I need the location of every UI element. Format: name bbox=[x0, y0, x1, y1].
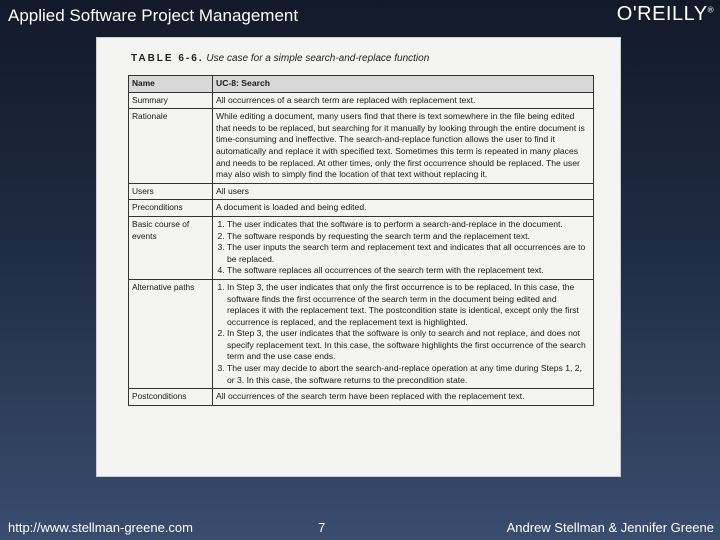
row-value: UC-8: Search bbox=[213, 76, 594, 93]
table-row-alternative-paths bbox=[129, 279, 594, 388]
footer-authors: Andrew Stellman & Jennifer Greene bbox=[506, 520, 714, 535]
row-label: Alternative paths bbox=[129, 279, 213, 388]
row-label: Rationale bbox=[129, 109, 213, 184]
row-value: All users bbox=[213, 183, 594, 200]
footer-url: http://www.stellman-greene.com bbox=[8, 520, 193, 535]
row-label: Preconditions bbox=[129, 200, 213, 217]
list-item: 1. In Step 3, the user indicates that only the first occurrence is to be replaced. In this case, the software finds the first occurrence of the search term in the document being edited and replaces it with the replacement text. The postcondition state is identical, except only the first occurrence is replaced, and the replacement text is highlighted. bbox=[227, 282, 590, 328]
oreilly-logo: O'REILLY® bbox=[616, 3, 714, 25]
alternative-paths-steps bbox=[216, 282, 590, 386]
list-item: 4. The software replaces all occurrences of the search term with the replacement text. bbox=[227, 265, 590, 277]
table-row-name bbox=[129, 76, 594, 93]
scanned-table-image bbox=[96, 37, 621, 477]
basic-course-steps bbox=[216, 219, 590, 277]
table-caption bbox=[131, 53, 429, 64]
row-value bbox=[213, 216, 594, 279]
slide-title: Applied Software Project Management bbox=[8, 6, 299, 25]
table-caption-text: Use case for a simple search-and-replace function bbox=[206, 53, 430, 64]
list-item: 3. The user inputs the search term and replacement text and indicates that all occurrences are to be replaced. bbox=[227, 242, 590, 265]
row-value: While editing a document, many users find that there is text somewhere in the file being edited that needs to be replaced, but searching for it manually by looking through the entire document is time-consuming and ineffective. The search-and-replace function allows the user to find it automatically and replace it with specified text. Sometimes this term is repeated in many places and needs to be replaced. At other times, only the first occurrence should be replaced. The user may also wish to simply find the location of that text without replacing it. bbox=[213, 109, 594, 184]
table-caption-tag: TABLE 6-6. bbox=[131, 53, 204, 64]
row-value: All occurrences of the search term have been replaced with the replacement text. bbox=[213, 389, 594, 406]
list-item: 2. The software responds by requesting the search term and the replacement text. bbox=[227, 231, 590, 243]
list-item: 3. The user may decide to abort the search-and-replace operation at any time during Steps 1, 2, or 3. In this case, the software returns to the precondition state. bbox=[227, 363, 590, 386]
row-label: Postconditions bbox=[129, 389, 213, 406]
table-row-summary bbox=[129, 92, 594, 109]
table-row-users bbox=[129, 183, 594, 200]
row-label: Users bbox=[129, 183, 213, 200]
page-number: 7 bbox=[318, 520, 326, 535]
table-row-rationale bbox=[129, 109, 594, 184]
row-label: Summary bbox=[129, 92, 213, 109]
row-value bbox=[213, 279, 594, 388]
use-case-table bbox=[128, 75, 594, 406]
row-value: All occurrences of a search term are replaced with replacement text. bbox=[213, 92, 594, 109]
table-row-preconditions bbox=[129, 200, 594, 217]
row-label: Name bbox=[129, 76, 213, 93]
list-item: 2. In Step 3, the user indicates that the software is only to search and not replace, and does not specify replacement text. In this case, the software highlights the first occurrence of the search term and the use case ends. bbox=[227, 328, 590, 363]
row-value: A document is loaded and being edited. bbox=[213, 200, 594, 217]
table-row-postconditions bbox=[129, 389, 594, 406]
row-label: Basic course of events bbox=[129, 216, 213, 279]
list-item: 1. The user indicates that the software is to perform a search-and-replace in the document. bbox=[227, 219, 590, 231]
table-row-basic-course bbox=[129, 216, 594, 279]
